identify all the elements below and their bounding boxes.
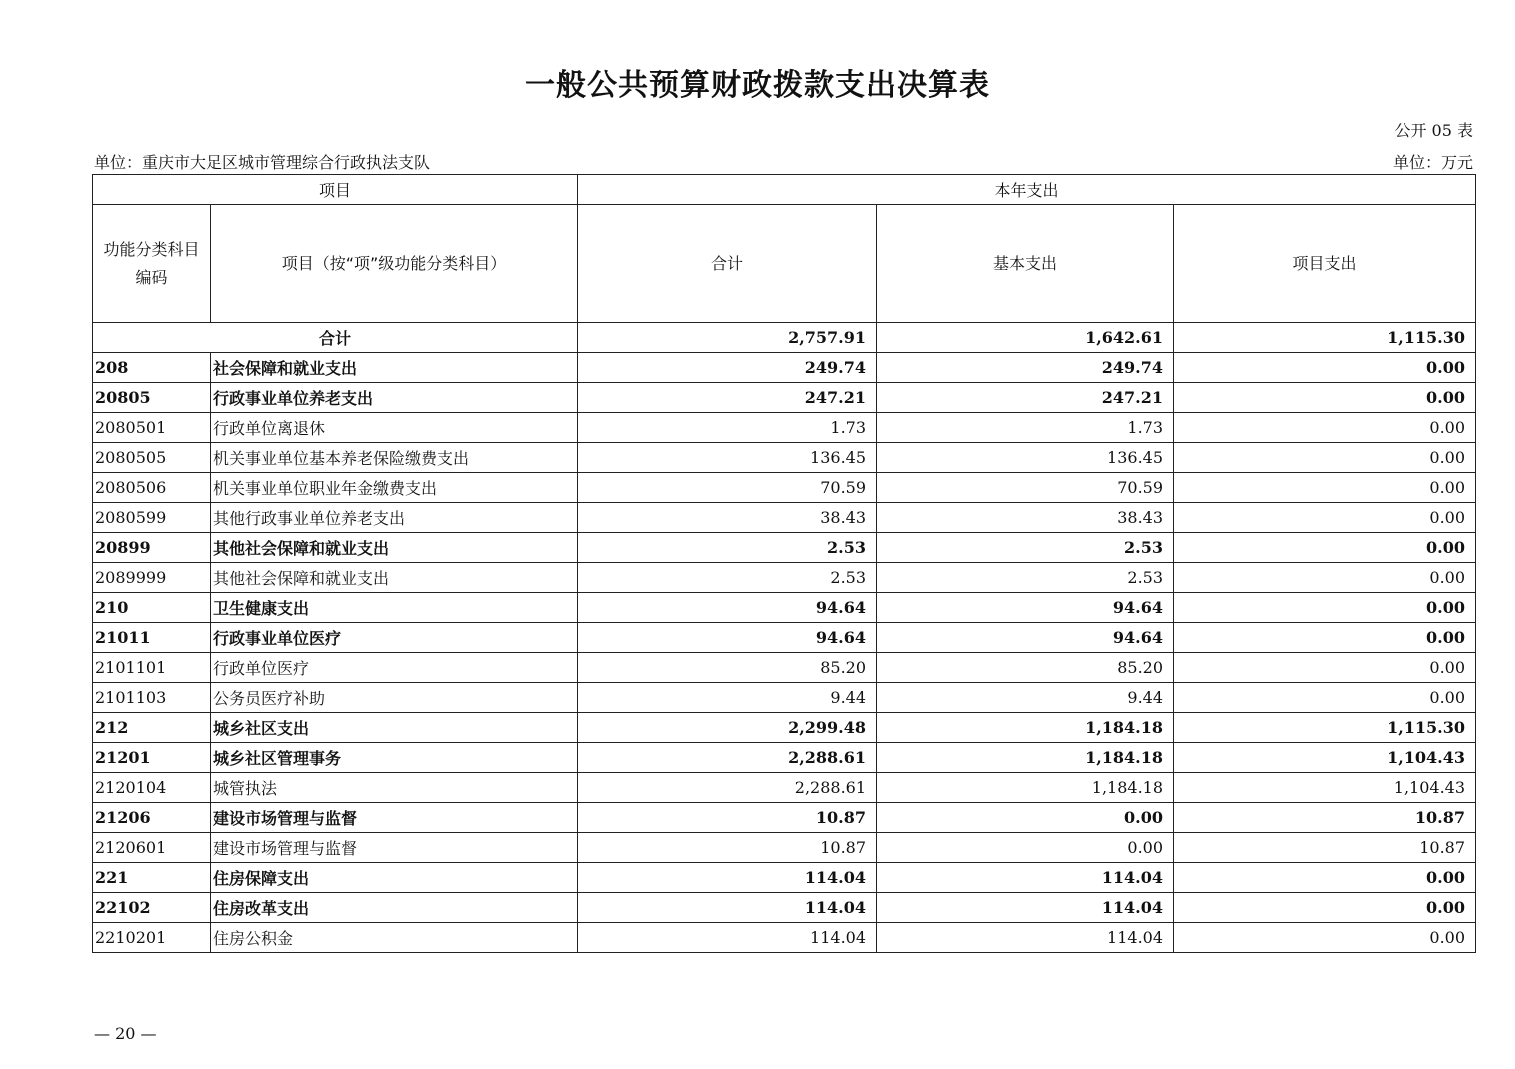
row-code: 20805 (93, 383, 211, 413)
row-code: 212 (93, 713, 211, 743)
row-basic: 94.64 (877, 593, 1174, 623)
total-label: 合计 (93, 323, 578, 353)
row-name: 社会保障和就业支出 (211, 353, 578, 383)
row-code: 2080501 (93, 413, 211, 443)
total-project: 1,115.30 (1174, 323, 1476, 353)
row-total: 136.45 (578, 443, 877, 473)
row-project: 0.00 (1174, 443, 1476, 473)
row-project: 0.00 (1174, 683, 1476, 713)
row-total: 2.53 (578, 533, 877, 563)
row-project: 0.00 (1174, 863, 1476, 893)
table-row (93, 413, 1476, 443)
row-basic: 0.00 (877, 803, 1174, 833)
row-project: 0.00 (1174, 473, 1476, 503)
header-project-expenditure: 项目支出 (1174, 205, 1476, 323)
table-row (93, 713, 1476, 743)
row-project: 1,104.43 (1174, 743, 1476, 773)
header-total: 合计 (578, 205, 877, 323)
row-basic: 2.53 (877, 563, 1174, 593)
row-total: 94.64 (578, 593, 877, 623)
row-project: 0.00 (1174, 503, 1476, 533)
row-name: 行政单位医疗 (211, 653, 578, 683)
row-project: 0.00 (1174, 413, 1476, 443)
row-basic: 114.04 (877, 923, 1174, 953)
page-number: — 20 — (94, 1024, 157, 1043)
row-basic: 38.43 (877, 503, 1174, 533)
row-project: 0.00 (1174, 593, 1476, 623)
row-code: 2089999 (93, 563, 211, 593)
unit-organization: 单位：重庆市大足区城市管理综合行政执法支队 (94, 153, 431, 172)
row-code: 2080506 (93, 473, 211, 503)
row-project: 0.00 (1174, 563, 1476, 593)
row-code: 2101101 (93, 653, 211, 683)
expenditure-table (92, 174, 1476, 953)
row-name: 建设市场管理与监督 (211, 803, 578, 833)
row-total: 249.74 (578, 353, 877, 383)
row-total: 85.20 (578, 653, 877, 683)
unit-currency: 单位：万元 (1392, 153, 1473, 172)
row-total: 2,288.61 (578, 743, 877, 773)
row-basic: 85.20 (877, 653, 1174, 683)
row-total: 94.64 (578, 623, 877, 653)
table-row (93, 563, 1476, 593)
row-basic: 114.04 (877, 893, 1174, 923)
row-basic: 136.45 (877, 443, 1174, 473)
row-project: 0.00 (1174, 353, 1476, 383)
row-total: 2,299.48 (578, 713, 877, 743)
row-name: 城乡社区支出 (211, 713, 578, 743)
table-row (93, 383, 1476, 413)
row-basic: 2.53 (877, 533, 1174, 563)
total-basic: 1,642.61 (877, 323, 1174, 353)
table-row (93, 773, 1476, 803)
row-total: 114.04 (578, 863, 877, 893)
row-name: 其他社会保障和就业支出 (211, 533, 578, 563)
row-total: 10.87 (578, 803, 877, 833)
row-code: 2120601 (93, 833, 211, 863)
table-row (93, 803, 1476, 833)
row-total: 10.87 (578, 833, 877, 863)
table-row (93, 503, 1476, 533)
table-row (93, 923, 1476, 953)
row-name: 行政事业单位医疗 (211, 623, 578, 653)
row-name: 住房公积金 (211, 923, 578, 953)
table-row (93, 353, 1476, 383)
row-basic: 70.59 (877, 473, 1174, 503)
row-project: 1,115.30 (1174, 713, 1476, 743)
row-basic: 1,184.18 (877, 773, 1174, 803)
row-code: 208 (93, 353, 211, 383)
table-row (93, 743, 1476, 773)
table-body (93, 323, 1476, 953)
row-total: 9.44 (578, 683, 877, 713)
row-code: 2210201 (93, 923, 211, 953)
table-row (93, 593, 1476, 623)
row-name: 住房改革支出 (211, 893, 578, 923)
row-project: 0.00 (1174, 893, 1476, 923)
row-code: 210 (93, 593, 211, 623)
row-name: 城乡社区管理事务 (211, 743, 578, 773)
row-name: 行政事业单位养老支出 (211, 383, 578, 413)
row-basic: 247.21 (877, 383, 1174, 413)
row-basic: 1,184.18 (877, 743, 1174, 773)
row-name: 其他行政事业单位养老支出 (211, 503, 578, 533)
row-code: 221 (93, 863, 211, 893)
row-project: 1,104.43 (1174, 773, 1476, 803)
row-code: 21201 (93, 743, 211, 773)
row-project: 0.00 (1174, 923, 1476, 953)
row-name: 城管执法 (211, 773, 578, 803)
table-row (93, 623, 1476, 653)
row-name: 其他社会保障和就业支出 (211, 563, 578, 593)
header-basic: 基本支出 (877, 205, 1174, 323)
row-project: 10.87 (1174, 833, 1476, 863)
row-total: 114.04 (578, 893, 877, 923)
row-name: 公务员医疗补助 (211, 683, 578, 713)
row-project: 0.00 (1174, 623, 1476, 653)
row-total: 2.53 (578, 563, 877, 593)
row-basic: 94.64 (877, 623, 1174, 653)
row-project: 0.00 (1174, 653, 1476, 683)
row-code: 21206 (93, 803, 211, 833)
row-total: 2,288.61 (578, 773, 877, 803)
table-row (93, 683, 1476, 713)
table-row (93, 833, 1476, 863)
total-row (93, 323, 1476, 353)
row-basic: 249.74 (877, 353, 1174, 383)
row-name: 住房保障支出 (211, 863, 578, 893)
row-total: 114.04 (578, 923, 877, 953)
row-basic: 1.73 (877, 413, 1174, 443)
row-total: 38.43 (578, 503, 877, 533)
row-name: 行政单位离退休 (211, 413, 578, 443)
row-name: 机关事业单位基本养老保险缴费支出 (211, 443, 578, 473)
row-total: 247.21 (578, 383, 877, 413)
row-code: 2101103 (93, 683, 211, 713)
row-basic: 114.04 (877, 863, 1174, 893)
row-code: 20899 (93, 533, 211, 563)
row-basic: 1,184.18 (877, 713, 1174, 743)
header-item: 项目（按“项”级功能分类科目） (211, 205, 578, 323)
row-code: 2120104 (93, 773, 211, 803)
row-basic: 0.00 (877, 833, 1174, 863)
header-current-year: 本年支出 (578, 175, 1476, 205)
total-sum: 2,757.91 (578, 323, 877, 353)
row-code: 2080599 (93, 503, 211, 533)
page-title: 一般公共预算财政拨款支出决算表 (525, 68, 990, 103)
row-name: 卫生健康支出 (211, 593, 578, 623)
row-code: 2080505 (93, 443, 211, 473)
row-name: 建设市场管理与监督 (211, 833, 578, 863)
header-code: 功能分类科目编码 (93, 205, 211, 323)
row-project: 0.00 (1174, 533, 1476, 563)
table-row (93, 653, 1476, 683)
row-project: 10.87 (1174, 803, 1476, 833)
row-total: 70.59 (578, 473, 877, 503)
form-number: 公开 05 表 (1394, 121, 1473, 140)
table-row (93, 863, 1476, 893)
row-code: 22102 (93, 893, 211, 923)
table-row (93, 443, 1476, 473)
table-row (93, 893, 1476, 923)
row-basic: 9.44 (877, 683, 1174, 713)
table-row (93, 533, 1476, 563)
row-name: 机关事业单位职业年金缴费支出 (211, 473, 578, 503)
table-row (93, 473, 1476, 503)
row-project: 0.00 (1174, 383, 1476, 413)
header-project: 项目 (93, 175, 578, 205)
row-code: 21011 (93, 623, 211, 653)
row-total: 1.73 (578, 413, 877, 443)
